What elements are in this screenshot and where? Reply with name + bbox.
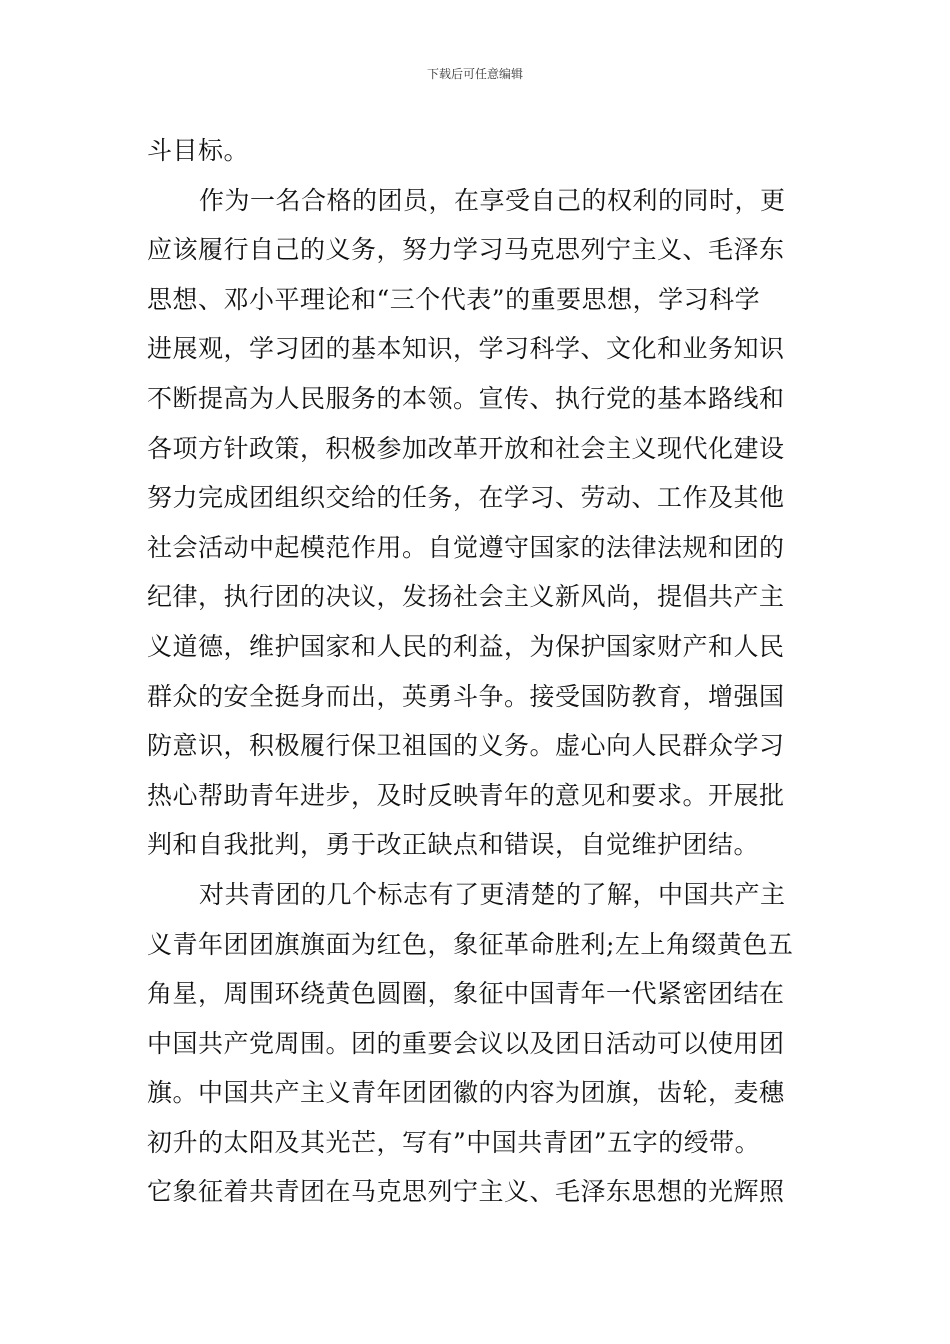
text-line: 社会活动中起模范作用。自觉遵守国家的法律法规和团的 [147,532,785,562]
text-line: 义青年团团旗旗面为红色，象征革命胜利;左上角缀黄色五 [147,929,794,959]
text-line: 各项方针政策，积极参加改革开放和社会主义现代化建设 [147,433,785,463]
text-line: 它象征着共青团在马克思列宁主义、毛泽东思想的光辉照 [147,1177,785,1207]
text-line: 防意识，积极履行保卫祖国的义务。虚心向人民群众学习 [147,731,785,761]
page-header: 下载后可任意编辑 [426,67,523,81]
text-line: 初升的太阳及其光芒，写有”中国共青团”五字的绶带。 [147,1127,761,1157]
text-line: 思想、邓小平理论和“三个代表”的重要思想，学习科学 [147,284,761,314]
text-line: 中国共产党周围。团的重要会议以及团日活动可以使用团 [147,1028,785,1058]
text-line: 斗目标。 [147,136,250,165]
text-line: 判和自我批判，勇于改正缺点和错误，自觉维护团结。 [147,830,760,860]
paragraph-first-line: 作为一名合格的团员，在享受自己的权利的同时，更 [199,185,786,215]
text-line: 努力完成团组织交给的任务，在学习、劳动、工作及其他 [147,483,785,513]
paragraph-first-line: 对共青团的几个标志有了更清楚的了解，中国共产主 [199,879,786,909]
text-line: 义道德，维护国家和人民的利益，为保护国家财产和人民 [147,631,785,661]
text-line: 不断提高为人民服务的本领。宣传、执行党的基本路线和 [147,383,785,413]
text-line: 纪律，执行团的决议，发扬社会主义新风尚，提倡共产主 [147,582,785,612]
text-line: 应该履行自己的义务，努力学习马克思列宁主义、毛泽东 [147,235,785,265]
text-line: 群众的安全挺身而出，英勇斗争。接受国防教育，增强国 [147,681,785,711]
text-line: 旗。中国共产主义青年团团徽的内容为团旗，齿轮，麦穗 [147,1078,785,1108]
text-line: 进展观，学习团的基本知识，学习科学、文化和业务知识 [147,334,785,364]
text-line: 热心帮助青年进步，及时反映青年的意见和要求。开展批 [147,780,785,810]
text-line: 角星，周围环绕黄色圆圈，象征中国青年一代紧密团结在 [147,979,785,1009]
document-body [147,126,807,1217]
